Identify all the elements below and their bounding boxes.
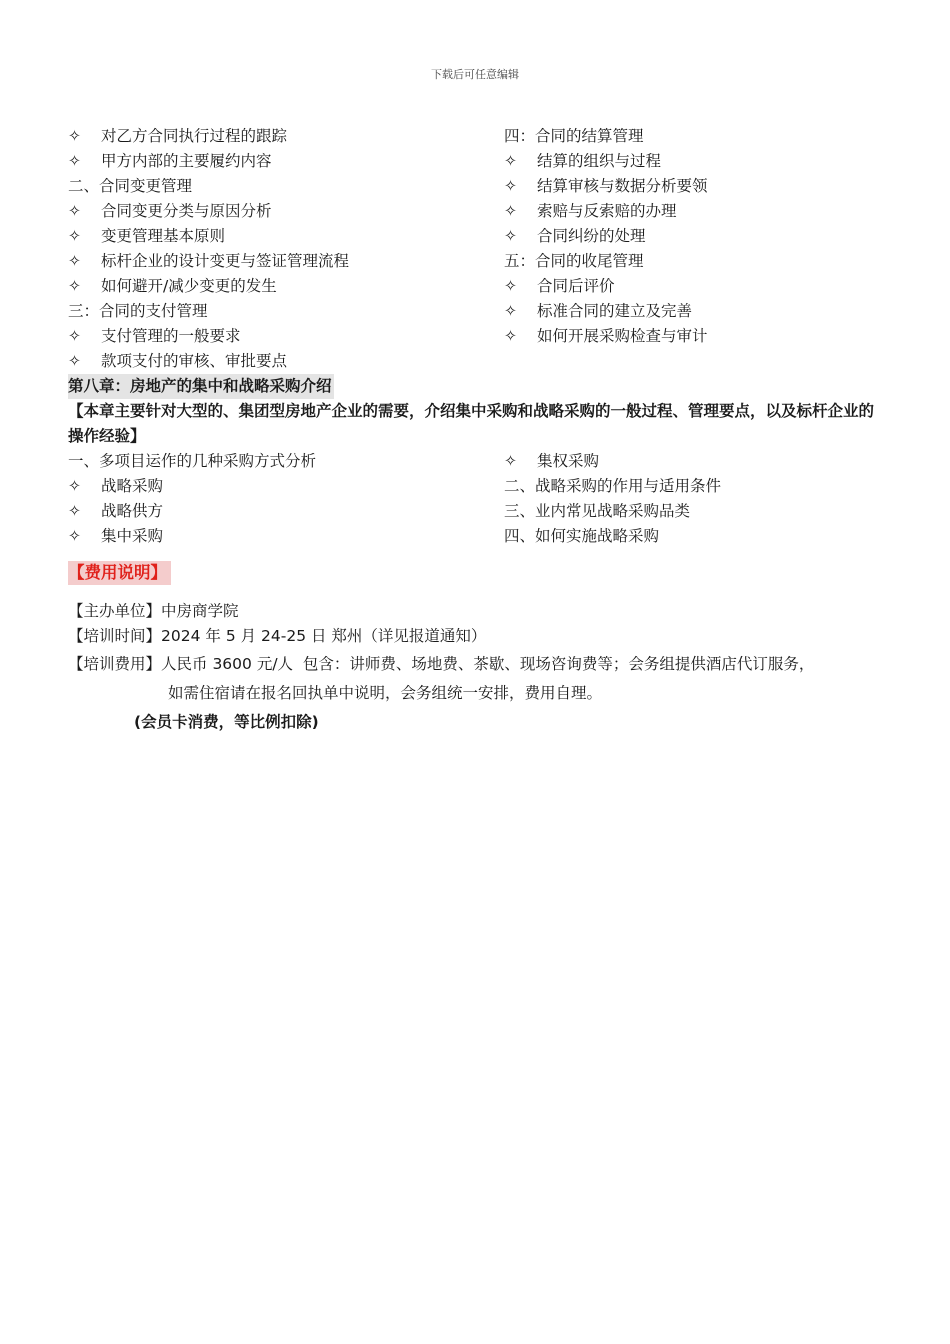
diamond-bullet-icon: ✧	[504, 452, 517, 470]
outline-item-text: 三、业内常见战略采购品类	[504, 502, 691, 520]
diamond-bullet-icon: ✧	[504, 277, 517, 295]
chapter-8-left-list	[68, 449, 488, 549]
outline-item	[504, 274, 904, 299]
outline-item-text: 索赔与反索赔的办理	[537, 202, 677, 220]
outline-item	[68, 249, 488, 274]
diamond-bullet-icon: ✧	[504, 302, 517, 320]
diamond-bullet-icon: ✧	[68, 252, 81, 270]
cost-continuation: 如需住宿请在报名回执单中说明，会务组统一安排，费用自理。	[168, 684, 603, 702]
outline-item	[68, 524, 488, 549]
outline-item-text: 五：合同的收尾管理	[504, 252, 644, 270]
outline-item	[504, 449, 904, 474]
outline-item-text: 如何开展采购检查与审计	[537, 327, 708, 345]
outline-item-text: 战略采购	[101, 477, 164, 495]
outline-item-text: 如何避开/减少变更的发生	[101, 277, 277, 295]
cost-label: 【培训费用】	[68, 655, 162, 673]
time-value: 2024 年 5 月 24-25 日 郑州（详见报道通知）	[161, 627, 487, 645]
diamond-bullet-icon: ✧	[68, 227, 81, 245]
outline-item-text: 二、战略采购的作用与适用条件	[504, 477, 722, 495]
outline-item-text: 集中采购	[101, 527, 164, 545]
outline-item	[68, 499, 488, 524]
outline-item	[504, 499, 904, 524]
cost-value: 人民币 3600 元/人 包含：讲师费、场地费、茶歇、现场咨询费等；会务组提供酒店代订服务，	[161, 655, 815, 673]
host-value: 中房商学院	[161, 602, 239, 620]
fee-section-title: 【费用说明】	[68, 561, 171, 585]
outline-item	[68, 349, 488, 374]
outline-item-text: 合同后评价	[537, 277, 615, 295]
outline-item	[68, 449, 488, 474]
time-label: 【培训时间】	[68, 627, 162, 645]
page-header: 下载后可任意编辑	[431, 68, 519, 81]
outline-item-text: 战略供方	[101, 502, 164, 520]
diamond-bullet-icon: ✧	[68, 527, 81, 545]
diamond-bullet-icon: ✧	[68, 127, 81, 145]
diamond-bullet-icon: ✧	[504, 327, 517, 345]
outline-item	[68, 324, 488, 349]
outline-item	[504, 124, 904, 149]
host-row	[68, 597, 898, 625]
outline-item-text: 合同变更分类与原因分析	[101, 202, 272, 220]
outline-item	[68, 149, 488, 174]
outline-item-text: 支付管理的一般要求	[101, 327, 241, 345]
outline-item-text: 标杆企业的设计变更与签证管理流程	[101, 252, 350, 270]
outline-item-text: 标准合同的建立及完善	[537, 302, 693, 320]
outline-item	[504, 174, 904, 199]
outline-item-text: 四、如何实施战略采购	[504, 527, 660, 545]
outline-item	[68, 274, 488, 299]
outline-item	[68, 174, 488, 199]
diamond-bullet-icon: ✧	[504, 227, 517, 245]
outline-item-text: 对乙方合同执行过程的跟踪	[101, 127, 288, 145]
chapter-8-intro: 【本章主要针对大型的、集团型房地产企业的需要，介绍集中采购和战略采购的一般过程、管理要点，以及标杆企业的操作经验】	[68, 402, 875, 445]
outline-item	[504, 524, 904, 549]
outline-item	[68, 124, 488, 149]
diamond-bullet-icon: ✧	[68, 352, 81, 370]
diamond-bullet-icon: ✧	[68, 502, 81, 520]
host-label: 【主办单位】	[68, 602, 162, 620]
outline-item	[504, 149, 904, 174]
time-row	[68, 622, 898, 650]
diamond-bullet-icon: ✧	[68, 477, 81, 495]
outline-left-column	[68, 124, 488, 374]
outline-item-text: 三：合同的支付管理	[68, 302, 208, 320]
outline-item-text: 变更管理基本原则	[101, 227, 226, 245]
diamond-bullet-icon: ✧	[504, 177, 517, 195]
outline-item	[68, 299, 488, 324]
outline-item-text: 二、合同变更管理	[68, 177, 193, 195]
outline-item-text: 合同纠纷的处理	[537, 227, 646, 245]
outline-item-text: 集权采购	[537, 452, 600, 470]
diamond-bullet-icon: ✧	[68, 327, 81, 345]
diamond-bullet-icon: ✧	[68, 202, 81, 220]
outline-item-text: 一、多项目运作的几种采购方式分析	[68, 452, 317, 470]
diamond-bullet-icon: ✧	[68, 152, 81, 170]
outline-item	[504, 324, 904, 349]
outline-right-column	[504, 124, 904, 349]
outline-item-text: 甲方内部的主要履约内容	[101, 152, 272, 170]
member-card-note: (会员卡消费，等比例扣除)	[134, 713, 319, 731]
outline-item	[504, 474, 904, 499]
diamond-bullet-icon: ✧	[504, 202, 517, 220]
outline-item-text: 结算审核与数据分析要领	[537, 177, 708, 195]
outline-item	[504, 249, 904, 274]
diamond-bullet-icon: ✧	[68, 277, 81, 295]
chapter-8-title: 第八章：房地产的集中和战略采购介绍	[68, 374, 334, 399]
outline-item	[504, 224, 904, 249]
chapter-8-right-list	[504, 449, 904, 549]
outline-item	[504, 199, 904, 224]
outline-item-text: 四：合同的结算管理	[504, 127, 644, 145]
outline-item	[68, 199, 488, 224]
outline-item	[68, 474, 488, 499]
outline-item	[68, 224, 488, 249]
outline-item	[504, 299, 904, 324]
outline-item-text: 款项支付的审核、审批要点	[101, 352, 288, 370]
diamond-bullet-icon: ✧	[504, 152, 517, 170]
cost-row	[68, 650, 898, 678]
outline-item-text: 结算的组织与过程	[537, 152, 662, 170]
